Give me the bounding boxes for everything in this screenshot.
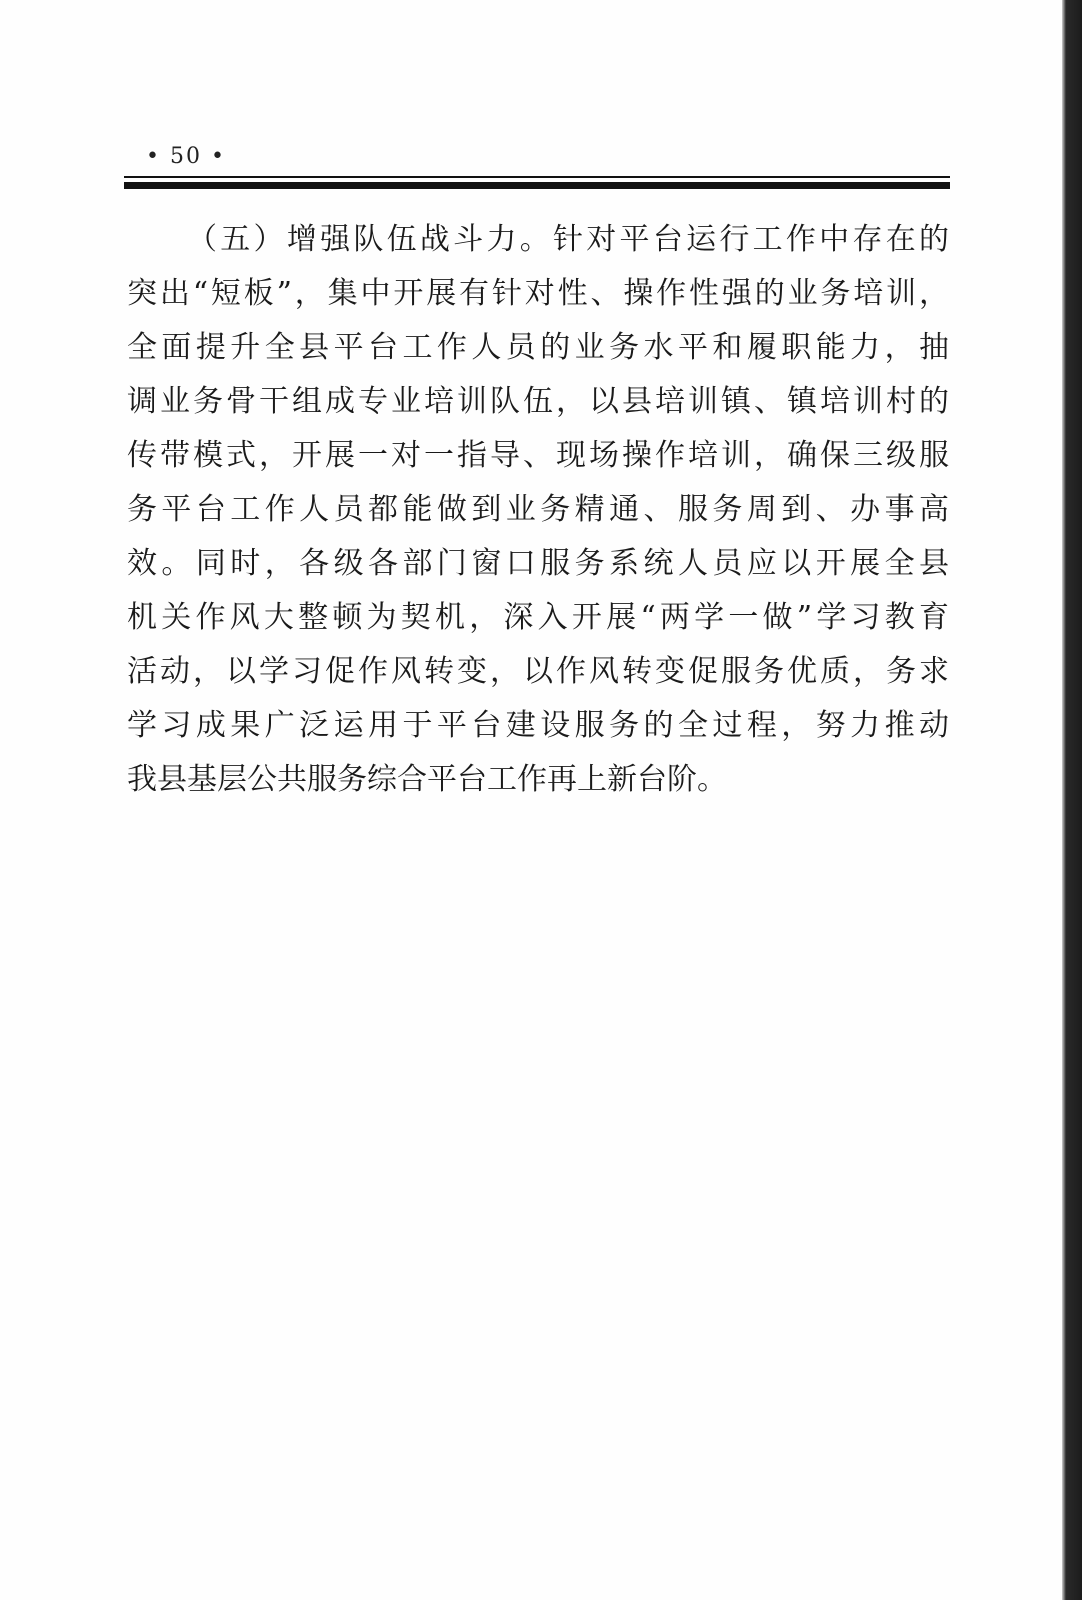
text-line: 务平台工作人员都能做到业务精通、服务周到、办事高 [127, 492, 949, 527]
text-line: 调业务骨干组成专业培训队伍，以县培训镇、镇培训村的 [127, 384, 949, 419]
page-number: • 50 • [146, 144, 226, 169]
text-line: 效。同时，各级各部门窗口服务系统人员应以开展全县 [127, 546, 949, 581]
scan-edge [1062, 0, 1082, 1600]
text-line: 全面提升全县平台工作人员的业务水平和履职能力，抽 [127, 330, 949, 365]
header-rule-thick [124, 182, 950, 189]
text-line: 学习成果广泛运用于平台建设服务的全过程，努力推动 [127, 708, 949, 743]
body-text [127, 213, 949, 807]
text-line: 传带模式，开展一对一指导、现场操作培训，确保三级服 [127, 438, 949, 473]
text-line: 活动，以学习促作风转变，以作风转变促服务优质，务求 [127, 654, 949, 689]
header-rule-thin [124, 176, 950, 178]
text-line: （五）增强队伍战斗力。针对平台运行工作中存在的 [187, 222, 949, 257]
text-line: 我县基层公共服务综合平台工作再上新台阶。 [127, 762, 727, 797]
text-line: 突出“短板”，集中开展有针对性、操作性强的业务培训， [127, 276, 949, 311]
text-line: 机关作风大整顿为契机，深入开展“两学一做”学习教育 [127, 600, 949, 635]
